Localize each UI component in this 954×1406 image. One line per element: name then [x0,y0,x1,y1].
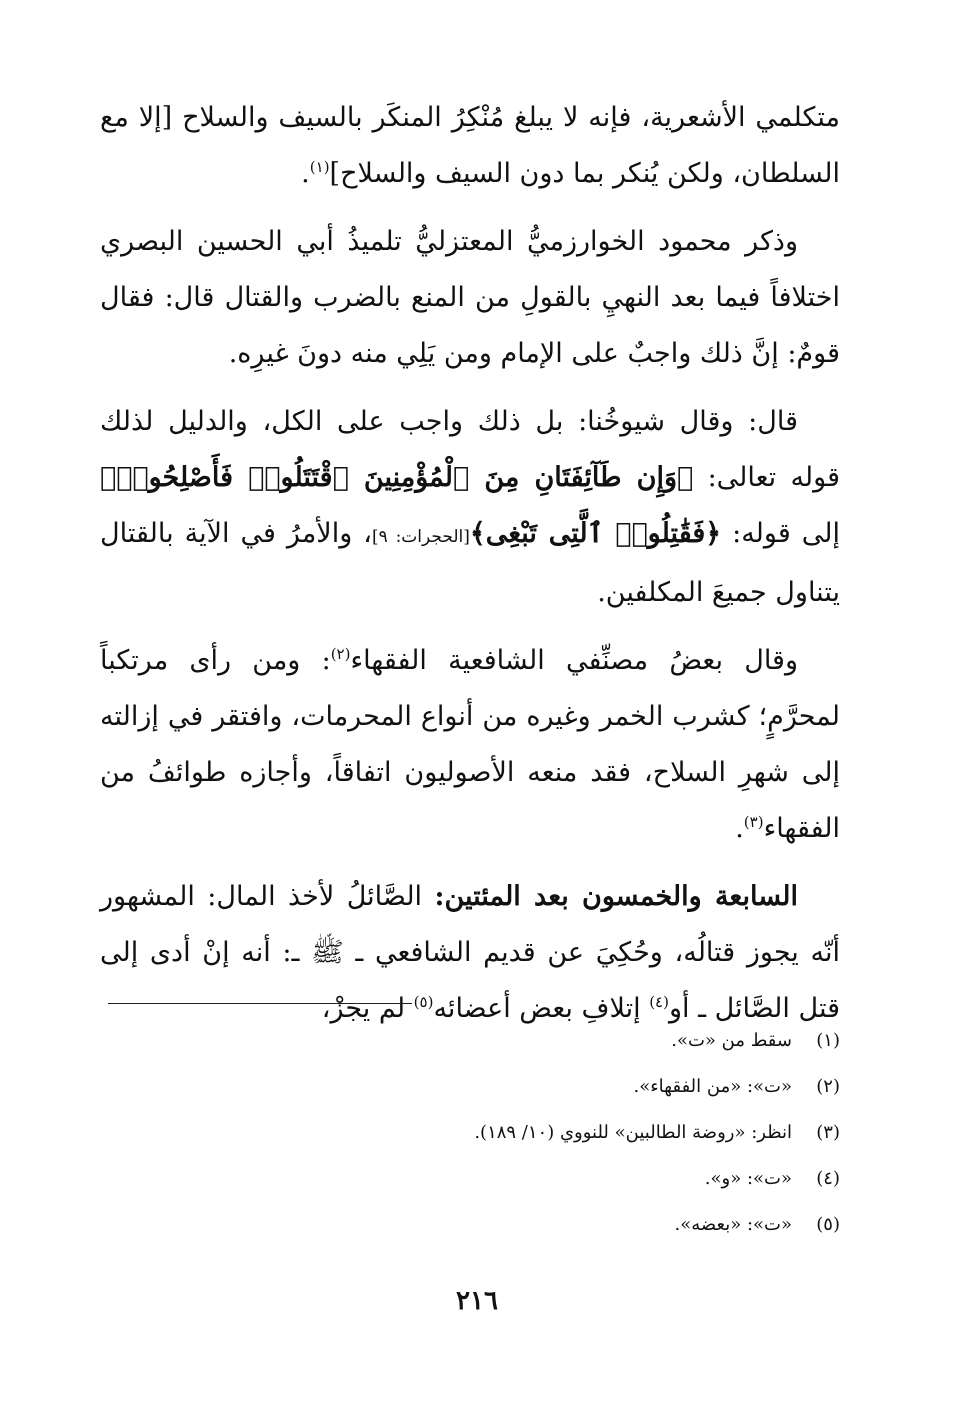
footnote-text: «ت»: «و». [704,1168,792,1189]
footnote-item [100,1110,840,1156]
footnote-number: (٥) [816,1214,840,1235]
footnote-text: «ت»: «من الفقهاء». [633,1076,792,1097]
paragraph-text: إتلافِ بعض أعضائه [433,993,650,1024]
page-number: ٢١٦ [456,1286,498,1316]
paragraph-text: : ومن رأى مرتكباً لمحرَّمٍ؛ كشرب الخمر وغيره من أنواع المحرمات، وافتقر في إزالته إلى شهرِ السلاح، فقد منعه الأصوليون اتفاقاً، وأجازه طوائفُ من الفقهاء [100,645,840,844]
footnote-item [100,1018,840,1064]
footnote-text: «ت»: «بعضه». [674,1214,792,1235]
paragraph-1 [100,90,840,202]
quran-verse-2: ﴿فَقَٰتِلُوا۟ ٱلَّتِى تَبْغِى﴾ [469,518,722,549]
footnote-separator [108,1003,412,1004]
paragraph-text: لم يجزْ، [321,993,414,1024]
punctuation: . [735,813,744,844]
paragraph-3 [100,394,840,621]
page-body [100,90,840,1049]
footnote-ref-5[interactable]: (٥) [413,993,434,1011]
punctuation: . [301,158,310,189]
footnote-ref-3[interactable]: (٣) [743,813,764,831]
paragraph-2: وذكر محمود الخوارزميُّ المعتزليُّ تلميذُ أبي الحسين البصري اختلافاً فيما بعد النهيِ بالقولِ من المنع بالضرب والقتال قال: فقال قومٌ: إنَّ ذلك واجبٌ على الإمام ومن يَلِي منه دونَ غيرِه. [100,226,840,369]
footnote-number: (٤) [816,1168,840,1189]
footnote-ref-4[interactable]: (٤) [649,993,669,1011]
paragraph-text: ، والأمرُ في الآية بالقتال يتناول جميعَ المكلفين. [100,518,840,608]
footnote-text: سقط من «ت». [671,1030,792,1051]
footnote-number: (١) [816,1030,840,1051]
footnotes [100,1018,840,1248]
footnote-item [100,1202,840,1248]
footnote-item [100,1156,840,1202]
footnote-ref-1[interactable]: (١) [309,158,330,176]
footnote-number: (٢) [816,1076,840,1097]
paragraph-text: الصَّائلُ لأخذ المال: المشهور أنّه يجوز قتالُه، وحُكِيَ عن قديم الشافعي ـ ﷺ ـ: أنه إنْ أدى إلى قتل الصَّائل ـ أو [100,881,840,1024]
paragraph-4 [100,633,840,857]
footnote-ref-2[interactable]: (٢) [330,645,351,663]
footnote-number: (٣) [816,1122,840,1143]
quran-verse-1: ﴿وَإِن طَآئِفَتَانِ مِنَ ٱلْمُؤْمِنِينَ ٱقْتَتَلُوا۟ فَأَصْلِحُوا۟﴾ [100,462,694,493]
paragraph-text: قال: وقال شيوخُنا: بل ذلك واجب على الكل، والدليل لذلك قوله تعالى: [100,406,841,493]
paragraph-text: متكلمي الأشعرية، فإنه لا يبلغ مُنْكِرُ المنكَر بالسيف والسلاح [إلا مع السلطان، ولكن يُنكر بما دون السيف والسلاح] [100,102,840,189]
paragraph-text: وقال بعضُ مصنِّفي الشافعية الفقهاء [350,645,798,676]
paragraph-5 [100,869,840,1037]
footnote-text: انظر: «روضة الطالبين» للنووي (١٠/ ١٨٩). [474,1122,792,1143]
footnote-item [100,1064,840,1110]
verse-citation: [الحجرات: ٩] [371,527,470,547]
section-heading: السابعة والخمسون بعد المئتين: [434,881,799,912]
paragraph-text: إلى قوله: [732,518,841,549]
